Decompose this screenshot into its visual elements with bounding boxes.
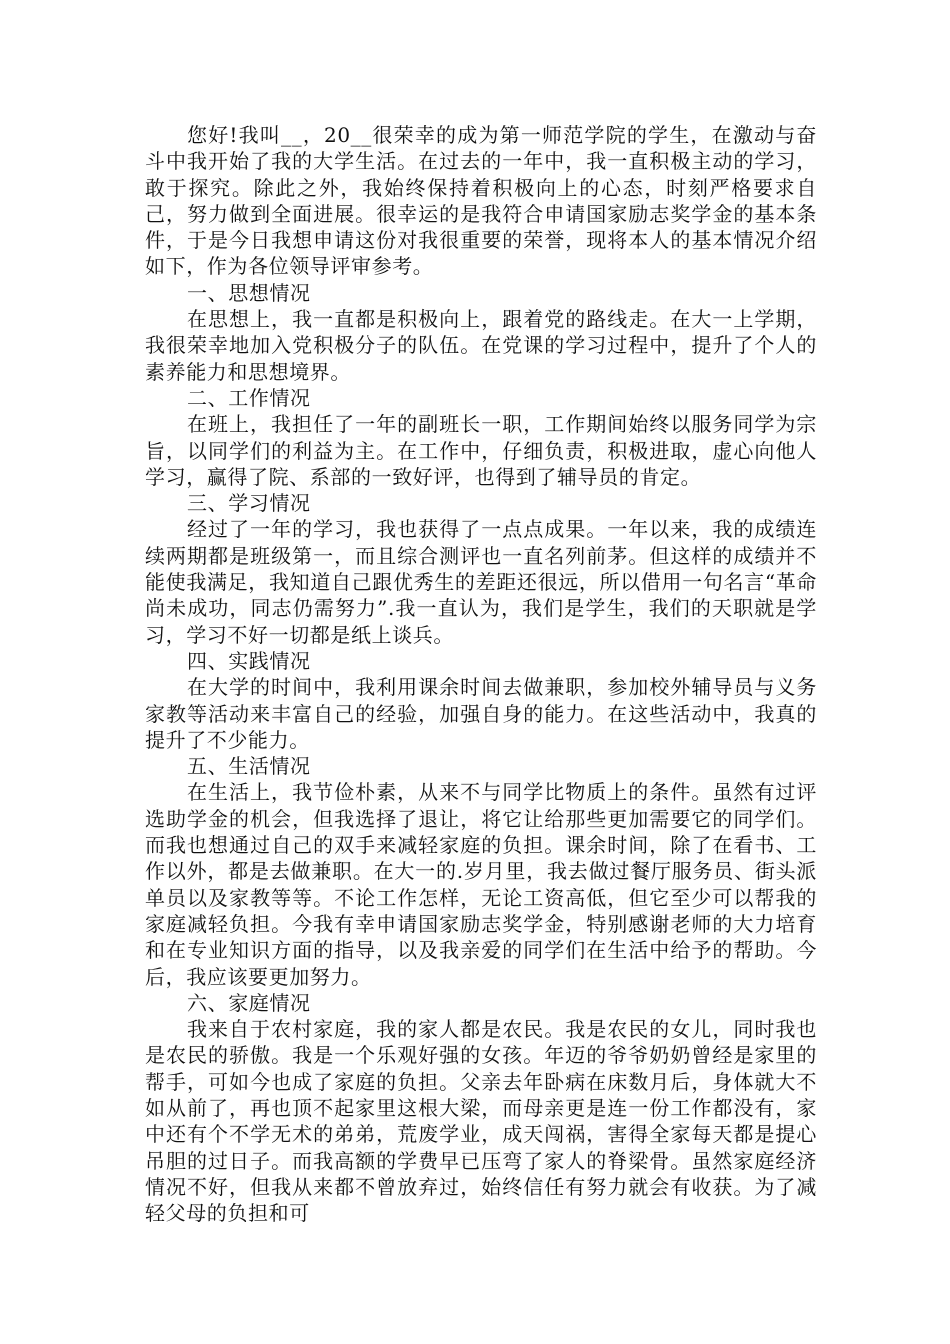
section-body-family: 我来自于农村家庭，我的家人都是农民。我是农民的女儿，同时我也是农民的骄傲。我是一个乐观好强的女孩。年迈的爷爷奶奶曾经是家里的帮手，可如今也成了家庭的负担。父亲去年卧病在床数月后，身体就大不如从前了，再也顶不起家里这根大梁，而母亲更是连一份工作都没有，家中还有个不学无术的弟弟，荒废学业，成天闯祸，害得全家每天都是提心吊胆的过日子。而我高额的学费早已压弯了家人的脊梁骨。虽然家庭经济情况不好，但我从来都不曾放弃过，始终信任有努力就会有收获。为了减轻父母的负担和可 xyxy=(145,1017,817,1226)
intro-paragraph: 您好!我叫__，20__很荣幸的成为第一师范学院的学生，在激动与奋斗中我开始了我的大学生活。在过去的一年中，我一直积极主动的学习，敢于探究。除此之外，我始终保持着积极向上的心态，时刻严格要求自己，努力做到全面进展。很幸运的是我符合申请国家励志奖学金的基本条件，于是今日我想申请这份对我很重要的荣誉，现将本人的基本情况介绍如下，作为各位领导评审参考。 xyxy=(145,123,817,279)
section-heading-family: 六、家庭情况 xyxy=(187,990,311,1015)
section-body-thought: 在思想上，我一直都是积极向上，跟着党的路线走。在大一上学期，我很荣幸地加入党积极分子的队伍。在党课的学习过程中，提升了个人的素养能力和思想境界。 xyxy=(145,307,817,384)
section-body-study: 经过了一年的学习，我也获得了一点点成果。一年以来，我的成绩连续两期都是班级第一，而且综合测评也一直名列前茅。但这样的成绩并不能使我满足，我知道自己跟优秀生的差距还很远，所以借用一句名言“革命尚未成功，同志仍需努力”.我一直认为，我们是学生，我们的天职就是学习，学习不好一切都是纸上谈兵。 xyxy=(145,517,817,647)
section-heading-practice: 四、实践情况 xyxy=(187,648,311,673)
section-heading-thought: 一、思想情况 xyxy=(187,280,311,305)
section-heading-life: 五、生活情况 xyxy=(187,754,311,779)
section-body-practice: 在大学的时间中，我利用课余时间去做兼职，参加校外辅导员与义务家教等活动来丰富自己的经验，加强自身的能力。在这些活动中，我真的提升了不少能力。 xyxy=(145,675,817,752)
section-heading-study: 三、学习情况 xyxy=(187,491,311,516)
section-body-life: 在生活上，我节俭朴素，从来不与同学比物质上的条件。虽然有过评选助学金的机会，但我选择了退让，将它让给那些更加需要它的同学们。而我也想通过自己的双手来减轻家庭的负担。课余时间，除了在看书、工作以外，都是去做兼职。在大一的.岁月里，我去做过餐厅服务员、街头派单员以及家教等等。不论工作怎样，无论工资高低，但它至少可以帮我的家庭减轻负担。今我有幸申请国家励志奖学金，特别感谢老师的大力培育和在专业知识方面的指导，以及我亲爱的同学们在生活中给予的帮助。今后，我应该要更加努力。 xyxy=(145,780,817,989)
section-body-work: 在班上，我担任了一年的副班长一职，工作期间始终以服务同学为宗旨，以同学们的利益为主。在工作中，仔细负责，积极进取，虚心向他人学习，赢得了院、系部的一致好评，也得到了辅导员的肯定。 xyxy=(145,412,817,489)
section-heading-work: 二、工作情况 xyxy=(187,385,311,410)
document-body xyxy=(145,122,817,1226)
